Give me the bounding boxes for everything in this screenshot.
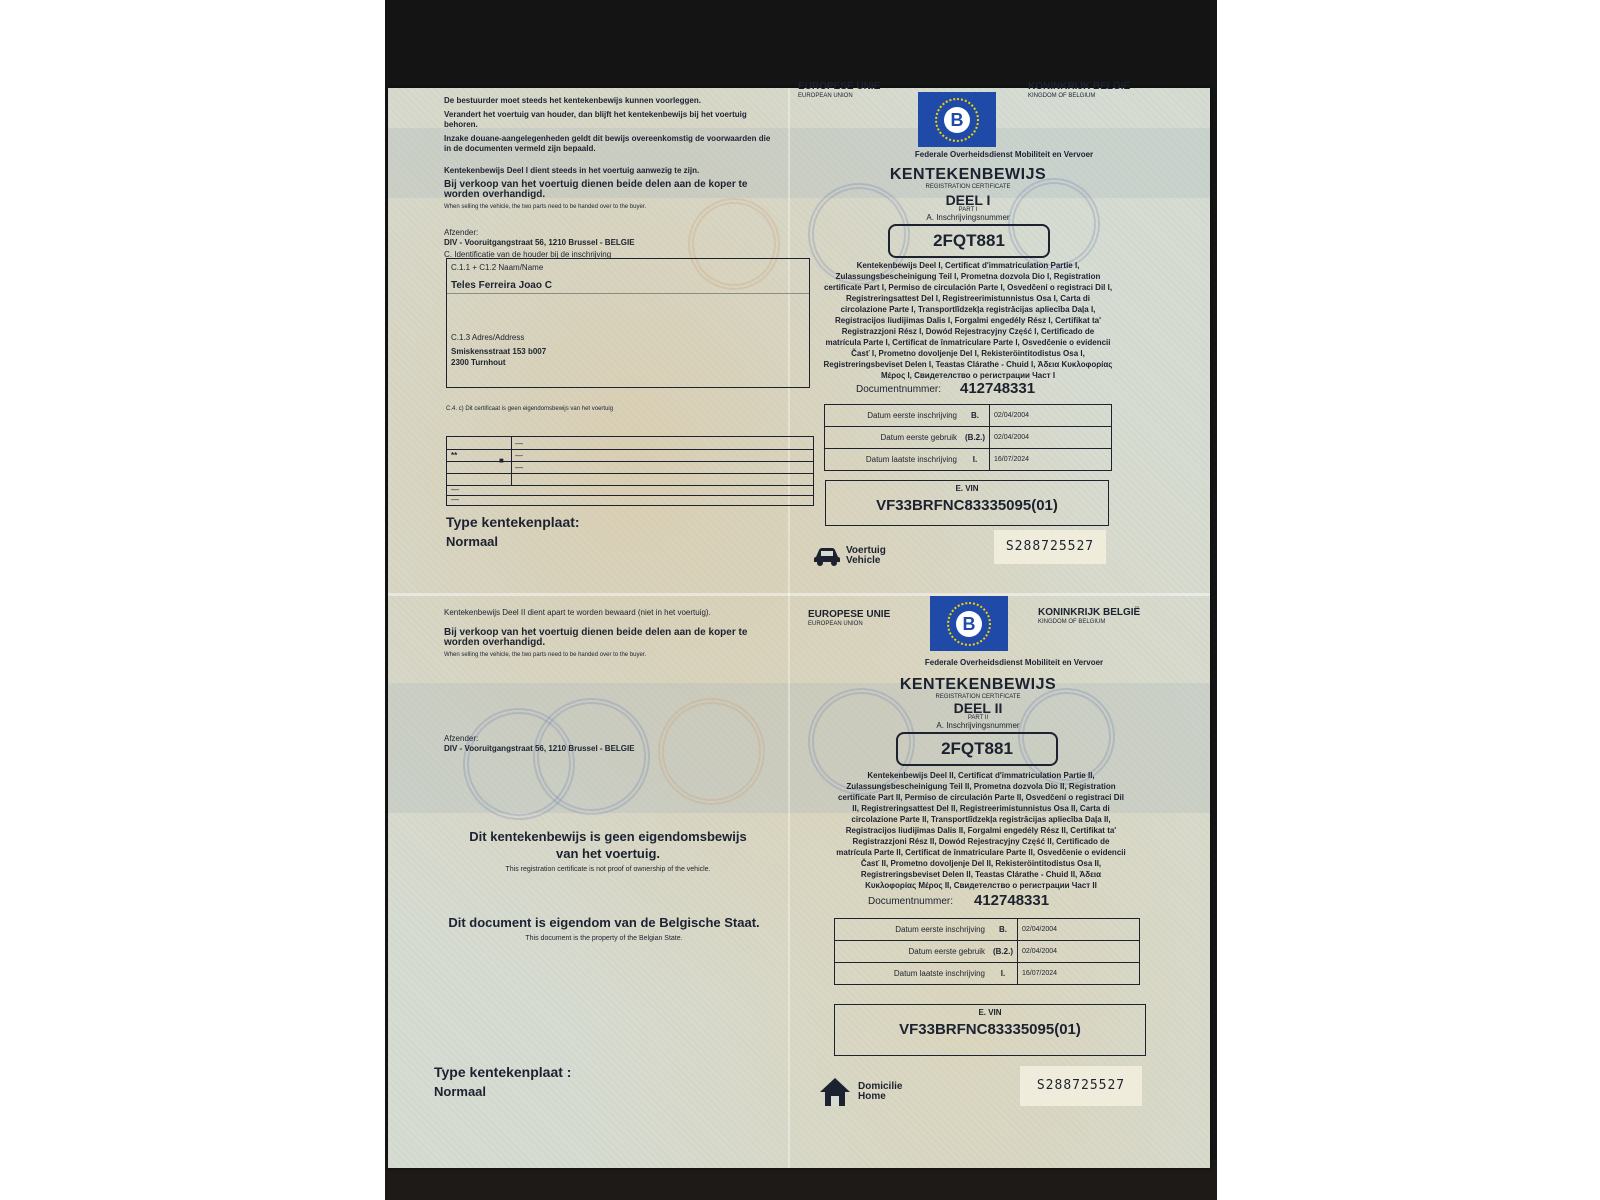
eu-flag <box>918 92 996 147</box>
vin-number: VF33BRFNC83335095(01) <box>899 1021 1081 1038</box>
vin-label: E. VIN <box>978 1008 1002 1017</box>
grid-line <box>447 495 813 496</box>
date-row <box>835 919 1139 941</box>
eu-label: EUROPESE UNIE <box>808 609 891 620</box>
date-code: B. <box>989 919 1018 940</box>
part-label-en: PART I <box>958 207 978 213</box>
date-value: 02/04/2004 <box>1022 926 1058 933</box>
sale-note-en: When selling the vehicle, the two parts need to be handed over to the buyer. <box>444 652 647 658</box>
plate-number: 2FQT881 <box>888 224 1050 258</box>
multilingual-titles: Kentekenbewijs Deel II, Certificat d'immatriculation Partie II, Zulassungsbescheinigung Teil II, Prometna dozvola Dio II, Registration certificate Part II, Permiso de circulación Parte II, Osvedčení o registraci Dil II, Registreringsattest Del II, Registreerimistunnistus Osa II, Carta di circolazione Parte II, Transportlīdzekļa registrācijas apliecība Daļa II, Registracijos liudijimas Dalis II, Forgalmi engedély Rész II, Certifikat ta' Registrazzjoni Rész II, Dowód Rejestracyjny Część II, Certificado de matrícula Parte II, Certificat de înmatriculare Parte II, Osvedčenie o evidencii Časť II, Prometno dovoljenje Del II, Rekisteröintitodistus Osa II, Registreringsbeviset Delen II, Teastas Clárathe - Chuid II, Άδεια Κυκλοφορίας Μέρος II, Свидетелство о регистрации Част II <box>836 771 1126 890</box>
dates-table <box>824 404 1112 471</box>
eu-flag <box>930 596 1008 651</box>
instruction-1: De bestuurder moet steeds het kentekenbewijs kunnen voorleggen. <box>444 96 701 105</box>
usage-label: Domicilie <box>858 1081 903 1092</box>
kingdom-label-en: KINGDOM OF BELGIUM <box>1038 619 1106 625</box>
document-title-en: REGISTRATION CERTIFICATE <box>925 184 1011 190</box>
kingdom-label: KONINKRIJK BELGIË <box>1038 607 1141 618</box>
date-value: 02/04/2004 <box>994 434 1030 441</box>
plate-number-label: A. Inschrijvingsnummer <box>936 721 1020 730</box>
vin-box <box>825 480 1109 526</box>
date-label: Datum laatste inschrijving <box>893 969 985 978</box>
country-letter: B <box>956 611 982 637</box>
document-title: KENTEKENBEWIJS <box>889 166 1047 183</box>
holder-box <box>446 258 810 388</box>
date-code: I. <box>961 449 990 470</box>
grid-line <box>447 485 813 486</box>
address-line-1: Smiskensstraat 153 b007 <box>451 347 547 356</box>
grid-mark: ** <box>451 451 458 460</box>
serial-number: S288725527 <box>1020 1066 1142 1106</box>
grid-box-mark: ■ <box>499 456 504 465</box>
serial-number: S288725527 <box>994 530 1106 564</box>
grid-dash: — <box>515 439 523 448</box>
name-label: C.1.1 + C1.2 Naam/Name <box>451 263 544 272</box>
no-ownership-line-2: van het voertuig. <box>555 846 661 861</box>
date-row <box>825 405 1111 427</box>
state-property: Dit document is eigendom van de Belgische Staat. <box>448 915 760 930</box>
certificate-part-2 <box>388 608 1210 1148</box>
document-number-label: Documentnummer: <box>856 384 942 395</box>
ownership-note: C.4. c) Dit certificaat is geen eigendomsbewijs van het voertuig <box>446 406 614 412</box>
dates-table <box>834 918 1140 985</box>
background-left <box>0 0 385 1200</box>
holder-section-title: C. Identificatie van de houder bij de inschrijving <box>444 250 612 259</box>
date-label: Datum laatste inschrijving <box>865 455 957 464</box>
sale-note-en: When selling the vehicle, the two parts need to be handed over to the buyer. <box>444 204 647 210</box>
eu-label: EUROPESE UNIE <box>798 81 881 92</box>
no-ownership-line-1: Dit kentekenbewijs is geen eigendomsbewijs <box>469 829 747 844</box>
document-title-en: REGISTRATION CERTIFICATE <box>935 694 1021 700</box>
no-ownership-message <box>438 828 778 873</box>
part-label: DEEL II <box>953 700 1003 716</box>
date-code: I. <box>989 963 1018 984</box>
eu-label-en: EUROPEAN UNION <box>798 93 853 99</box>
grid-vline <box>511 437 512 485</box>
plate-type-label: Type kentekenplaat : <box>434 1064 572 1080</box>
usage-label-en: Home <box>858 1091 886 1102</box>
grid-dash: — <box>515 451 523 460</box>
date-row <box>825 427 1111 449</box>
registration-certificate-document <box>388 81 1210 1168</box>
date-row <box>835 941 1139 963</box>
date-code: (B.2.) <box>989 941 1018 962</box>
sender-address: DIV - Vooruitgangstraat 56, 1210 Brussel - BELGIE <box>444 744 635 753</box>
part-label: DEEL I <box>945 192 991 208</box>
grid-line <box>447 449 813 450</box>
car-icon <box>812 544 842 566</box>
eu-stars <box>947 602 991 646</box>
document-number: 412748331 <box>974 892 1050 909</box>
home-icon <box>818 1076 852 1108</box>
plate-type-value: Normaal <box>446 534 499 549</box>
agency-name: Federale Overheidsdienst Mobiliteit en Vervoer <box>924 658 1104 667</box>
vin-number: VF33BRFNC83335095(01) <box>876 497 1058 514</box>
document-title: KENTEKENBEWIJS <box>899 676 1057 693</box>
vin-label: E. VIN <box>955 484 979 493</box>
sender-label: Afzender: <box>444 228 479 237</box>
date-value: 16/07/2024 <box>994 456 1030 463</box>
date-code: (B.2.) <box>961 427 990 448</box>
background-right <box>1217 0 1600 1200</box>
sale-note: Bij verkoop van het voertuig dienen beide delen aan de koper te worden overhandigd. <box>444 627 748 648</box>
document-number-label: Documentnummer: <box>868 896 954 907</box>
must-be-in-vehicle: Kentekenbewijs Deel I dient steeds in het voertuig aanwezig te zijn. <box>444 166 700 175</box>
date-label: Datum eerste inschrijving <box>895 925 985 934</box>
grid-line <box>447 473 813 474</box>
eu-stars <box>935 98 979 142</box>
kingdom-label-en: KINGDOM OF BELGIUM <box>1028 93 1096 99</box>
date-label: Datum eerste inschrijving <box>867 411 957 420</box>
remarks-grid <box>446 436 814 506</box>
sender-label: Afzender: <box>444 734 479 743</box>
agency-name: Federale Overheidsdienst Mobiliteit en Vervoer <box>914 150 1094 159</box>
state-property-en: This document is the property of the Belgian State. <box>525 935 683 942</box>
holder-divider <box>447 293 809 294</box>
date-code: B. <box>961 405 990 426</box>
plate-number-label: A. Inschrijvingsnummer <box>926 213 1010 222</box>
date-value: 02/04/2004 <box>1022 948 1058 955</box>
date-row <box>825 449 1111 470</box>
sender-address: DIV - Vooruitgangstraat 56, 1210 Brussel - BELGIE <box>444 238 635 247</box>
vin-box <box>834 1004 1146 1056</box>
instruction-3: Inzake douane-aangelegenheden geldt dit bewijs overeenkomstig de voorwaarden die in de documenten vermeld zijn bepaald. <box>444 134 771 153</box>
plate-number: 2FQT881 <box>896 732 1058 766</box>
grid-dash: — <box>451 485 459 494</box>
sale-note: Bij verkoop van het voertuig dienen beide delen aan de koper te worden overhandigd. <box>444 179 748 200</box>
no-ownership-en: This registration certificate is not proof of ownership of the vehicle. <box>505 866 711 873</box>
certificate-part-1 <box>388 81 1210 628</box>
eu-label-en: EUROPEAN UNION <box>808 621 863 627</box>
usage-label: Voertuig <box>846 545 886 556</box>
part-label-en: PART II <box>967 715 989 721</box>
document-number: 412748331 <box>960 380 1036 397</box>
country-letter: B <box>944 107 970 133</box>
grid-dash: — <box>451 495 459 504</box>
plate-type-label: Type kentekenplaat: <box>446 514 580 530</box>
grid-dash: — <box>515 463 523 472</box>
date-value: 02/04/2004 <box>994 412 1030 419</box>
keep-separately-note: Kentekenbewijs Deel II dient apart te worden bewaard (niet in het voertuig). <box>444 608 711 617</box>
date-label: Datum eerste gebruik <box>908 947 985 956</box>
plate-type-value: Normaal <box>434 1084 487 1099</box>
address-label: C.1.3 Adres/Address <box>451 333 525 342</box>
instruction-2: Verandert het voertuig van houder, dan blijft het kentekenbewijs bij het voertuig behoren. <box>444 110 747 129</box>
date-label: Datum eerste gebruik <box>880 433 957 442</box>
date-value: 16/07/2024 <box>1022 970 1058 977</box>
holder-name: Teles Ferreira Joao C <box>451 280 552 291</box>
date-row <box>835 963 1139 984</box>
usage-label-en: Vehicle <box>846 555 881 566</box>
address-line-2: 2300 Turnhout <box>451 358 506 367</box>
kingdom-label: KONINKRIJK BELGIË <box>1028 81 1131 92</box>
state-property-message <box>434 914 774 942</box>
multilingual-titles: Kentekenbewijs Deel I, Certificat d'immatriculation Partie I, Zulassungsbescheinigung Teil I, Prometna dozvola Dio I, Registration certificate Part I, Permiso de circulación Parte I, Osvedčení o registraci Dil I, Registreringsattest Del I, Registreerimistunnistus Osa I, Carta di circolazione Parte I, Transportlīdzekļa registrācijas apliecība Daļa I, Registracijos liudijimas Dalis I, Forgalmi engedély Rész I, Certifikat ta' Registrazzjoni Rész I, Dowód Rejestracyjny Część I, Certificado de matrícula Parte I, Certificat de înmatriculare Parte I, Osvedčenie o evidencii Časť I, Prometno dovoljenje Del I, Rekisteröintitodistus Osa I, Registreringsbeviset Delen I, Teastas Clárathe - Chuid I, Άδεια Κυκλοφορίας Μέρος I, Свидетелство о регистрации Част I <box>823 261 1113 380</box>
